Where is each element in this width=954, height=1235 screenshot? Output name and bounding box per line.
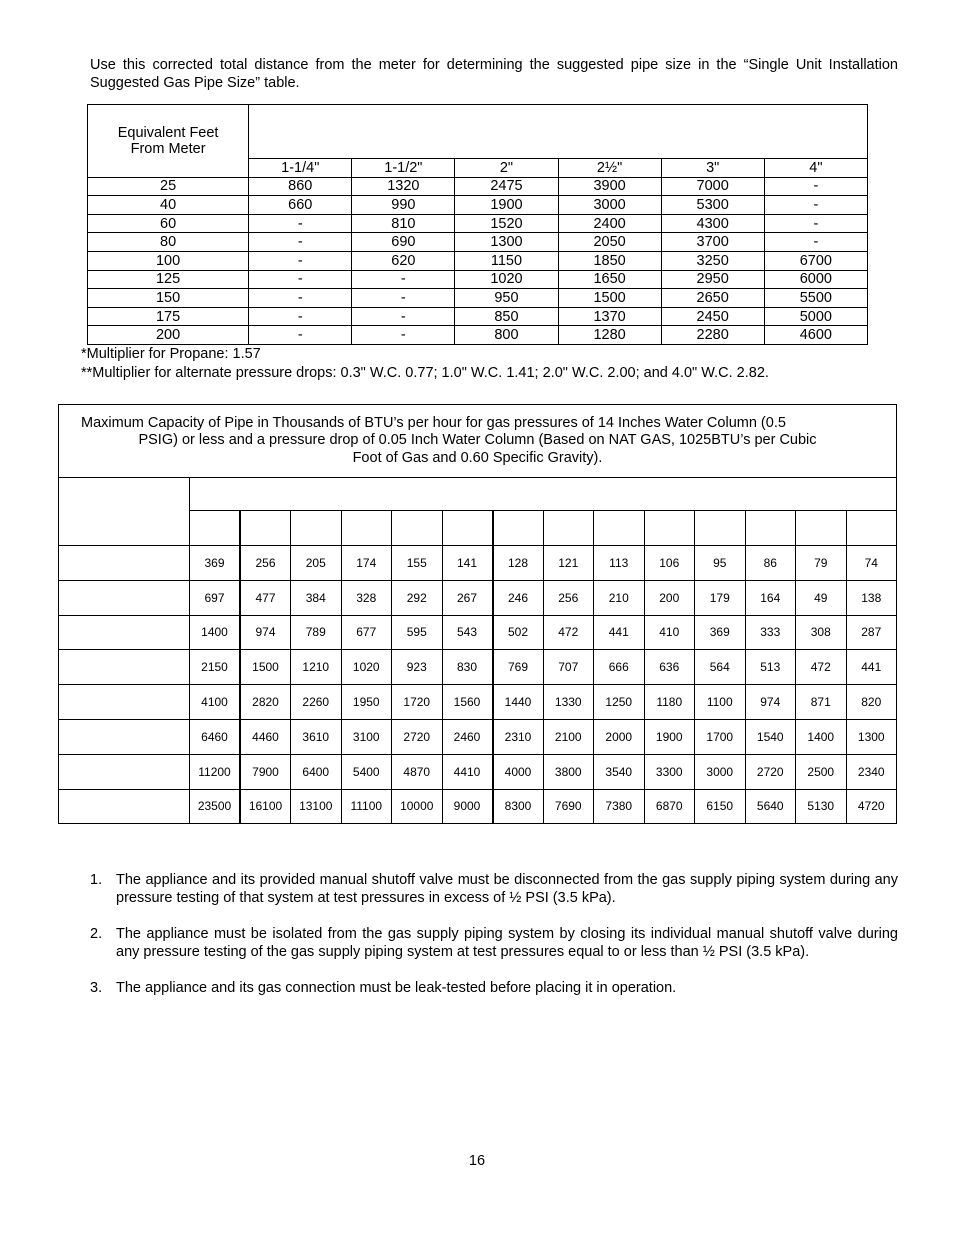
capacity-cell: - — [764, 177, 867, 196]
capacity-cell: 2280 — [661, 326, 764, 345]
table-row — [88, 270, 868, 289]
btu-capacity-cell: 1100 — [695, 685, 746, 720]
distance-cell: 25 — [88, 177, 249, 196]
btu-capacity-cell: 472 — [543, 615, 594, 650]
caption-line-1: Maximum Capacity of Pipe in Thousands of BTU’s per hour for gas pressures of 14 Inches Water Column (0.5 — [81, 414, 786, 431]
propane-multiplier-note: *Multiplier for Propane: 1.57 — [81, 346, 261, 362]
table-row — [59, 615, 897, 650]
btu-capacity-cell: 9000 — [442, 789, 493, 824]
note-number: 1. — [90, 872, 103, 888]
btu-capacity-cell: 113 — [594, 546, 645, 581]
capacity-cell: 2450 — [661, 307, 764, 326]
row-label-blank — [59, 615, 190, 650]
btu-capacity-cell: 564 — [695, 650, 746, 685]
capacity-cell: - — [352, 326, 455, 345]
table-row — [59, 754, 897, 789]
btu-capacity-cell: 287 — [846, 615, 897, 650]
btu-capacity-cell: 369 — [695, 615, 746, 650]
capacity-cell: 2950 — [661, 270, 764, 289]
capacity-cell: 3900 — [558, 177, 661, 196]
capacity-cell: - — [764, 233, 867, 252]
pipe-size-header: 2½" — [558, 159, 661, 178]
capacity-cell: - — [249, 326, 352, 345]
capacity-cell: - — [764, 214, 867, 233]
btu-capacity-cell: 2820 — [240, 685, 291, 720]
capacity-cell: 2400 — [558, 214, 661, 233]
pipe-size-header: 2" — [455, 159, 558, 178]
btu-capacity-cell: 11200 — [190, 754, 241, 789]
btu-capacity-cell: 308 — [796, 615, 847, 650]
btu-capacity-cell: 472 — [796, 650, 847, 685]
capacity-cell: 2475 — [455, 177, 558, 196]
btu-capacity-cell: 49 — [796, 580, 847, 615]
btu-capacity-cell: 1020 — [341, 650, 392, 685]
corner-line-1: Equivalent Feet — [117, 124, 219, 141]
distance-cell: 60 — [88, 214, 249, 233]
btu-capacity-cell: 121 — [543, 546, 594, 581]
distance-cell: 150 — [88, 289, 249, 308]
btu-capacity-cell: 1250 — [594, 685, 645, 720]
btu-capacity-cell: 923 — [392, 650, 443, 685]
note-item — [90, 979, 898, 997]
btu-capacity-cell: 2720 — [392, 719, 443, 754]
btu-capacity-cell: 86 — [745, 546, 796, 581]
intro-paragraph: Use this corrected total distance from the meter for determining the suggested pipe size in the “Single Unit Installation Suggested Gas Pipe Size” table. — [90, 57, 898, 91]
btu-capacity-cell: 789 — [291, 615, 342, 650]
table1-corner-header — [88, 105, 249, 178]
btu-capacity-cell: 3100 — [341, 719, 392, 754]
distance-cell: 100 — [88, 251, 249, 270]
btu-capacity-cell: 3800 — [543, 754, 594, 789]
btu-capacity-cell: 106 — [644, 546, 695, 581]
blank-header-cell — [341, 511, 392, 546]
btu-capacity-cell: 4720 — [846, 789, 897, 824]
table-row — [88, 289, 868, 308]
capacity-cell: 1300 — [455, 233, 558, 252]
btu-capacity-cell: 502 — [493, 615, 544, 650]
capacity-table-caption — [59, 405, 897, 478]
btu-capacity-cell: 697 — [190, 580, 241, 615]
btu-capacity-cell: 410 — [644, 615, 695, 650]
capacity-cell: 1020 — [455, 270, 558, 289]
capacity-cell: 810 — [352, 214, 455, 233]
pipe-size-header: 1-1/4" — [249, 159, 352, 178]
capacity-cell: 3700 — [661, 233, 764, 252]
btu-capacity-cell: 974 — [745, 685, 796, 720]
capacity-cell: - — [249, 251, 352, 270]
page-number: 16 — [468, 1153, 486, 1169]
btu-capacity-cell: 141 — [442, 546, 493, 581]
distance-cell: 175 — [88, 307, 249, 326]
capacity-cell: 800 — [455, 326, 558, 345]
blank-header-cell — [190, 511, 241, 546]
capacity-cell: 1650 — [558, 270, 661, 289]
caption-line-2: PSIG) or less and a pressure drop of 0.05 Inch Water Column (Based on NAT GAS, 1025BTU’s per Cubic — [138, 432, 817, 449]
btu-capacity-cell: 2000 — [594, 719, 645, 754]
blank-header-cell — [745, 511, 796, 546]
btu-capacity-cell: 871 — [796, 685, 847, 720]
table-row — [88, 307, 868, 326]
btu-capacity-cell: 246 — [493, 580, 544, 615]
row-label-blank — [59, 685, 190, 720]
capacity-cell: 1280 — [558, 326, 661, 345]
btu-capacity-cell: 1440 — [493, 685, 544, 720]
capacity-cell: 1370 — [558, 307, 661, 326]
btu-capacity-cell: 636 — [644, 650, 695, 685]
table-row — [59, 650, 897, 685]
capacity-cell: 2650 — [661, 289, 764, 308]
btu-capacity-cell: 1560 — [442, 685, 493, 720]
btu-capacity-cell: 8300 — [493, 789, 544, 824]
capacity-cell: 850 — [455, 307, 558, 326]
btu-capacity-cell: 6460 — [190, 719, 241, 754]
btu-capacity-cell: 1720 — [392, 685, 443, 720]
table-row — [88, 214, 868, 233]
btu-capacity-cell: 666 — [594, 650, 645, 685]
capacity-cell: - — [764, 196, 867, 215]
table-row — [88, 326, 868, 345]
btu-capacity-cell: 138 — [846, 580, 897, 615]
btu-capacity-cell: 1540 — [745, 719, 796, 754]
btu-capacity-cell: 267 — [442, 580, 493, 615]
blank-header-cell — [695, 511, 746, 546]
btu-capacity-cell: 2260 — [291, 685, 342, 720]
capacity-cell: 1850 — [558, 251, 661, 270]
capacity-cell: 3250 — [661, 251, 764, 270]
btu-capacity-cell: 79 — [796, 546, 847, 581]
btu-capacity-cell: 2150 — [190, 650, 241, 685]
capacity-cell: 1150 — [455, 251, 558, 270]
blank-header-cell — [240, 511, 291, 546]
note-item — [90, 871, 898, 907]
table-row — [88, 233, 868, 252]
capacity-cell: - — [352, 270, 455, 289]
table1-header-blank — [249, 105, 868, 159]
btu-capacity-cell: 4100 — [190, 685, 241, 720]
btu-capacity-cell: 128 — [493, 546, 544, 581]
btu-capacity-cell: 7900 — [240, 754, 291, 789]
pipe-size-header: 3" — [661, 159, 764, 178]
capacity-cell: - — [249, 233, 352, 252]
btu-capacity-cell: 1500 — [240, 650, 291, 685]
table-row — [59, 685, 897, 720]
btu-capacity-cell: 974 — [240, 615, 291, 650]
btu-capacity-cell: 23500 — [190, 789, 241, 824]
capacity-cell: 1320 — [352, 177, 455, 196]
capacity-cell: 5300 — [661, 196, 764, 215]
btu-capacity-cell: 256 — [543, 580, 594, 615]
table-row — [59, 719, 897, 754]
btu-capacity-cell: 1400 — [796, 719, 847, 754]
btu-capacity-cell: 677 — [341, 615, 392, 650]
capacity-cell: - — [249, 289, 352, 308]
blank-header-cell — [846, 511, 897, 546]
note-item — [90, 925, 898, 961]
table2-corner-blank — [59, 478, 190, 546]
note-number: 2. — [90, 926, 103, 942]
btu-capacity-cell: 543 — [442, 615, 493, 650]
btu-capacity-cell: 3610 — [291, 719, 342, 754]
blank-header-cell — [291, 511, 342, 546]
table-row — [59, 546, 897, 581]
blank-header-cell — [543, 511, 594, 546]
btu-capacity-cell: 164 — [745, 580, 796, 615]
btu-capacity-cell: 6150 — [695, 789, 746, 824]
btu-capacity-cell: 769 — [493, 650, 544, 685]
distance-cell: 125 — [88, 270, 249, 289]
btu-capacity-cell: 513 — [745, 650, 796, 685]
blank-header-cell — [493, 511, 544, 546]
note-text: The appliance must be isolated from the gas supply piping system by closing its individual manual shutoff valve during any pressure testing of the gas supply piping system at test pressures equal to or less than ½ PSI (3.5 kPa). — [116, 926, 898, 960]
btu-capacity-cell: 4410 — [442, 754, 493, 789]
pipe-capacity-table — [58, 404, 897, 824]
btu-capacity-cell: 179 — [695, 580, 746, 615]
row-label-blank — [59, 789, 190, 824]
note-text: The appliance and its gas connection must be leak-tested before placing it in operation. — [116, 980, 677, 996]
capacity-cell: 1520 — [455, 214, 558, 233]
testing-notes-list — [90, 871, 898, 1015]
capacity-cell: 7000 — [661, 177, 764, 196]
btu-capacity-cell: 7690 — [543, 789, 594, 824]
blank-header-cell — [594, 511, 645, 546]
btu-capacity-cell: 13100 — [291, 789, 342, 824]
btu-capacity-cell: 441 — [594, 615, 645, 650]
table-row — [88, 196, 868, 215]
row-label-blank — [59, 754, 190, 789]
row-label-blank — [59, 580, 190, 615]
table-row — [59, 789, 897, 824]
capacity-cell: 4300 — [661, 214, 764, 233]
blank-header-cell — [644, 511, 695, 546]
btu-capacity-cell: 1330 — [543, 685, 594, 720]
btu-capacity-cell: 3540 — [594, 754, 645, 789]
capacity-cell: 6700 — [764, 251, 867, 270]
btu-capacity-cell: 95 — [695, 546, 746, 581]
btu-capacity-cell: 155 — [392, 546, 443, 581]
btu-capacity-cell: 1700 — [695, 719, 746, 754]
btu-capacity-cell: 820 — [846, 685, 897, 720]
capacity-cell: 3000 — [558, 196, 661, 215]
caption-line-3: Foot of Gas and 0.60 Specific Gravity). — [352, 449, 603, 466]
btu-capacity-cell: 5400 — [341, 754, 392, 789]
btu-capacity-cell: 11100 — [341, 789, 392, 824]
note-text: The appliance and its provided manual shutoff valve must be disconnected from the gas supply piping system during any pressure testing of that system at test pressures in excess of ½ PSI (3.5 kPa). — [116, 872, 898, 906]
btu-capacity-cell: 2340 — [846, 754, 897, 789]
btu-capacity-cell: 5130 — [796, 789, 847, 824]
table-row — [88, 177, 868, 196]
capacity-cell: - — [249, 307, 352, 326]
distance-cell: 200 — [88, 326, 249, 345]
btu-capacity-cell: 369 — [190, 546, 241, 581]
gas-pipe-size-table — [87, 104, 868, 345]
pipe-size-header: 4" — [764, 159, 867, 178]
btu-capacity-cell: 1180 — [644, 685, 695, 720]
corner-line-2: From Meter — [130, 140, 206, 157]
capacity-cell: 4600 — [764, 326, 867, 345]
blank-header-cell — [796, 511, 847, 546]
btu-capacity-cell: 477 — [240, 580, 291, 615]
btu-capacity-cell: 205 — [291, 546, 342, 581]
capacity-cell: - — [352, 307, 455, 326]
capacity-cell: 5000 — [764, 307, 867, 326]
blank-header-cell — [442, 511, 493, 546]
blank-header-cell — [392, 511, 443, 546]
btu-capacity-cell: 2310 — [493, 719, 544, 754]
capacity-cell: 990 — [352, 196, 455, 215]
capacity-cell: - — [249, 270, 352, 289]
btu-capacity-cell: 333 — [745, 615, 796, 650]
btu-capacity-cell: 595 — [392, 615, 443, 650]
btu-capacity-cell: 10000 — [392, 789, 443, 824]
btu-capacity-cell: 174 — [341, 546, 392, 581]
btu-capacity-cell: 2100 — [543, 719, 594, 754]
pipe-size-header: 1-1/2" — [352, 159, 455, 178]
capacity-cell: 2050 — [558, 233, 661, 252]
btu-capacity-cell: 5640 — [745, 789, 796, 824]
btu-capacity-cell: 707 — [543, 650, 594, 685]
row-label-blank — [59, 719, 190, 754]
btu-capacity-cell: 6400 — [291, 754, 342, 789]
btu-capacity-cell: 2460 — [442, 719, 493, 754]
capacity-cell: 950 — [455, 289, 558, 308]
btu-capacity-cell: 256 — [240, 546, 291, 581]
btu-capacity-cell: 74 — [846, 546, 897, 581]
btu-capacity-cell: 830 — [442, 650, 493, 685]
btu-capacity-cell: 200 — [644, 580, 695, 615]
row-label-blank — [59, 650, 190, 685]
btu-capacity-cell: 4460 — [240, 719, 291, 754]
btu-capacity-cell: 1210 — [291, 650, 342, 685]
alternate-pressure-note: **Multiplier for alternate pressure drops: 0.3" W.C. 0.77; 1.0" W.C. 1.41; 2.0" W.C. 2.00; and 4.0" W.C. 2.82. — [81, 365, 769, 381]
btu-capacity-cell: 16100 — [240, 789, 291, 824]
capacity-cell: 1500 — [558, 289, 661, 308]
btu-capacity-cell: 6870 — [644, 789, 695, 824]
capacity-cell: 5500 — [764, 289, 867, 308]
btu-capacity-cell: 3000 — [695, 754, 746, 789]
btu-capacity-cell: 7380 — [594, 789, 645, 824]
capacity-cell: 690 — [352, 233, 455, 252]
distance-cell: 40 — [88, 196, 249, 215]
note-number: 3. — [90, 980, 103, 996]
table-row — [88, 251, 868, 270]
row-label-blank — [59, 546, 190, 581]
btu-capacity-cell: 1400 — [190, 615, 241, 650]
distance-cell: 80 — [88, 233, 249, 252]
btu-capacity-cell: 1300 — [846, 719, 897, 754]
btu-capacity-cell: 1900 — [644, 719, 695, 754]
table2-header-blank — [190, 478, 897, 511]
btu-capacity-cell: 384 — [291, 580, 342, 615]
capacity-cell: 620 — [352, 251, 455, 270]
btu-capacity-cell: 441 — [846, 650, 897, 685]
btu-capacity-cell: 3300 — [644, 754, 695, 789]
table-row — [59, 580, 897, 615]
capacity-cell: 1900 — [455, 196, 558, 215]
btu-capacity-cell: 4870 — [392, 754, 443, 789]
btu-capacity-cell: 2500 — [796, 754, 847, 789]
btu-capacity-cell: 4000 — [493, 754, 544, 789]
btu-capacity-cell: 1950 — [341, 685, 392, 720]
capacity-cell: - — [249, 214, 352, 233]
capacity-cell: 860 — [249, 177, 352, 196]
capacity-cell: 6000 — [764, 270, 867, 289]
capacity-cell: 660 — [249, 196, 352, 215]
capacity-cell: - — [352, 289, 455, 308]
btu-capacity-cell: 292 — [392, 580, 443, 615]
btu-capacity-cell: 328 — [341, 580, 392, 615]
btu-capacity-cell: 2720 — [745, 754, 796, 789]
btu-capacity-cell: 210 — [594, 580, 645, 615]
